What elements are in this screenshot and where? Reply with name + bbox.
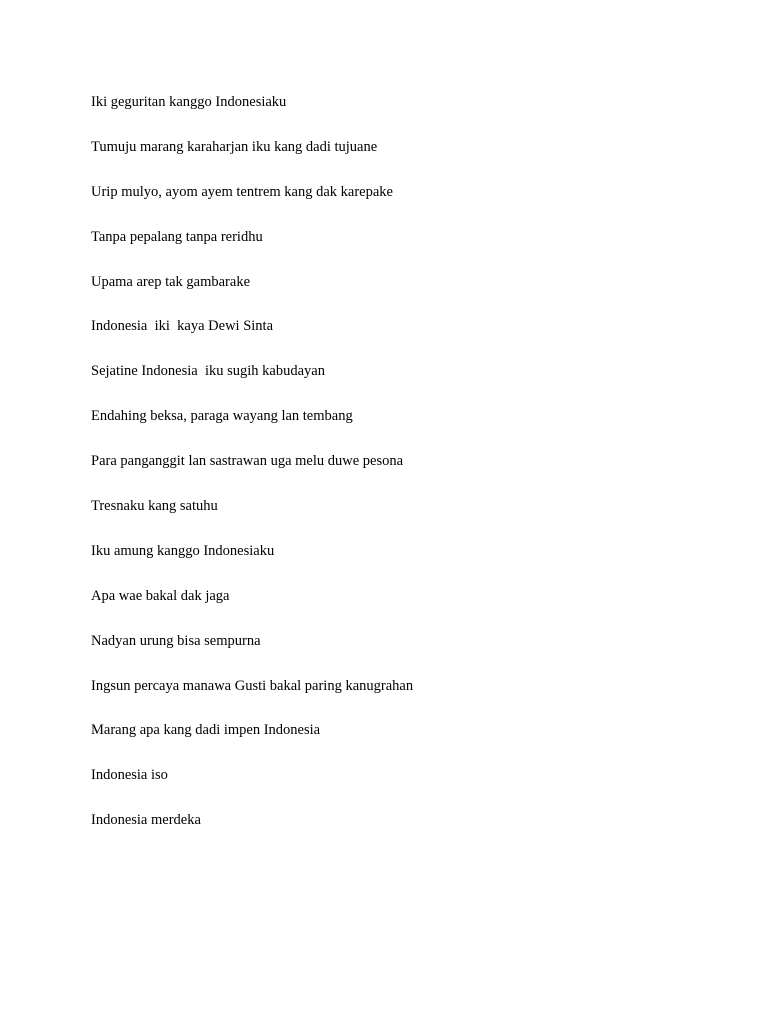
poem-body: [91, 91, 731, 854]
poem-line-14: Ingsun percaya manawa Gusti bakal paring kanugrahan: [91, 677, 414, 694]
poem-line-7: Sejatine Indonesia iku sugih kabudayan: [91, 363, 325, 380]
poem-line-2: Tumuju marang karaharjan iku kang dadi tujuane: [91, 138, 378, 155]
poem-line-8: Endahing beksa, paraga wayang lan tembang: [91, 408, 353, 425]
poem-line-9: Para panganggit lan sastrawan uga melu duwe pesona: [91, 453, 404, 470]
poem-line-6: Indonesia iki kaya Dewi Sinta: [91, 318, 274, 335]
poem-line-13: Nadyan urung bisa sempurna: [91, 632, 261, 649]
poem-line-17: Indonesia merdeka: [91, 812, 201, 829]
poem-line-12: Apa wae bakal dak jaga: [91, 587, 230, 604]
poem-line-1: Iki geguritan kanggo Indonesiaku: [91, 94, 287, 110]
poem-line-16: Indonesia iso: [91, 767, 168, 784]
poem-line-3: Urip mulyo, ayom ayem tentrem kang dak karepake: [91, 183, 393, 200]
poem-line-4: Tanpa pepalang tanpa reridhu: [91, 228, 263, 245]
poem-line-15: Marang apa kang dadi impen Indonesia: [91, 722, 321, 739]
poem-line-11: Iku amung kanggo Indonesiaku: [91, 542, 275, 559]
poem-line-10: Tresnaku kang satuhu: [91, 498, 218, 515]
poem-line-5: Upama arep tak gambarake: [91, 273, 251, 290]
